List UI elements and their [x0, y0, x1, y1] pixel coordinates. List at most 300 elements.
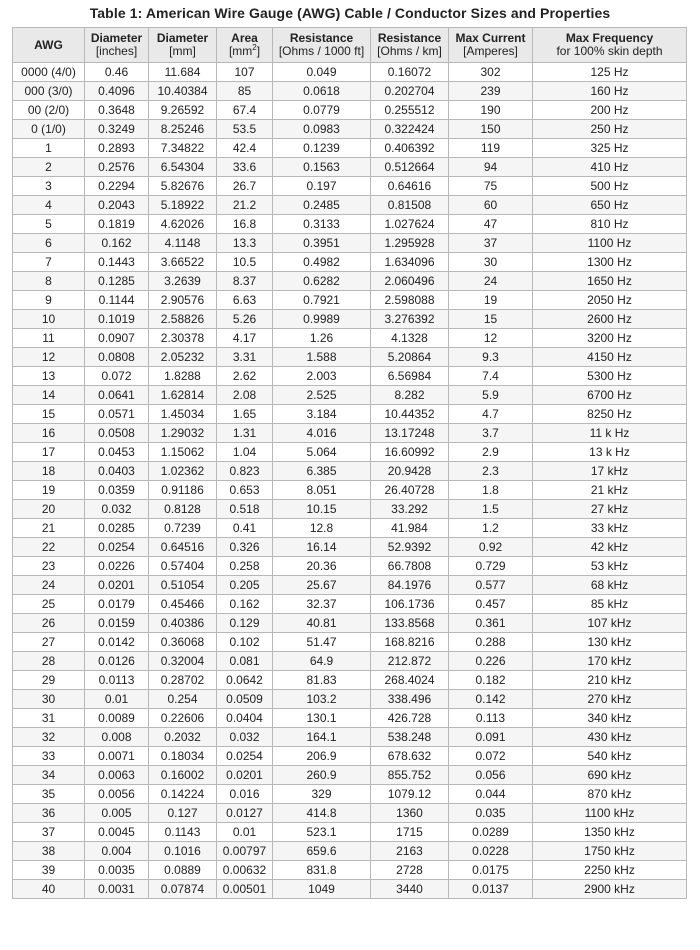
cell-diameter-inches: 0.1144	[85, 291, 149, 310]
table-row	[13, 709, 687, 728]
cell-resistance-ft: 414.8	[273, 804, 371, 823]
cell-max-current: 30	[449, 253, 533, 272]
cell-diameter-inches: 0.0508	[85, 424, 149, 443]
cell-diameter-mm: 0.07874	[149, 880, 217, 899]
cell-diameter-inches: 0.0063	[85, 766, 149, 785]
cell-diameter-mm: 2.05232	[149, 348, 217, 367]
header-resistance-km	[371, 28, 449, 63]
cell-resistance-km: 41.984	[371, 519, 449, 538]
cell-awg: 34	[13, 766, 85, 785]
cell-diameter-mm: 1.02362	[149, 462, 217, 481]
cell-area: 0.00501	[217, 880, 273, 899]
cell-resistance-km: 1360	[371, 804, 449, 823]
cell-max-frequency: 27 kHz	[533, 500, 687, 519]
cell-diameter-inches: 0.0179	[85, 595, 149, 614]
cell-area: 3.31	[217, 348, 273, 367]
cell-max-frequency: 1350 kHz	[533, 823, 687, 842]
cell-diameter-inches: 0.0907	[85, 329, 149, 348]
table-body	[13, 63, 687, 899]
cell-max-frequency: 540 kHz	[533, 747, 687, 766]
table-row	[13, 253, 687, 272]
cell-max-current: 0.072	[449, 747, 533, 766]
cell-awg: 38	[13, 842, 85, 861]
cell-area: 0.00797	[217, 842, 273, 861]
cell-resistance-ft: 3.184	[273, 405, 371, 424]
cell-diameter-inches: 0.0641	[85, 386, 149, 405]
table-row	[13, 329, 687, 348]
cell-max-current: 2.9	[449, 443, 533, 462]
cell-diameter-mm: 11.684	[149, 63, 217, 82]
header-unit: for 100% skin depth	[556, 44, 663, 58]
cell-resistance-ft: 206.9	[273, 747, 371, 766]
cell-diameter-inches: 0.0031	[85, 880, 149, 899]
cell-area: 0.0201	[217, 766, 273, 785]
cell-resistance-km: 678.632	[371, 747, 449, 766]
cell-max-current: 60	[449, 196, 533, 215]
cell-resistance-km: 0.406392	[371, 139, 449, 158]
header-unit: [Amperes]	[463, 44, 518, 58]
cell-awg: 37	[13, 823, 85, 842]
cell-diameter-inches: 0.0159	[85, 614, 149, 633]
cell-diameter-inches: 0.008	[85, 728, 149, 747]
cell-max-current: 24	[449, 272, 533, 291]
cell-resistance-ft: 0.2485	[273, 196, 371, 215]
cell-diameter-inches: 0.1019	[85, 310, 149, 329]
cell-resistance-ft: 2.003	[273, 367, 371, 386]
header-max-current	[449, 28, 533, 63]
cell-max-frequency: 4150 Hz	[533, 348, 687, 367]
cell-resistance-ft: 8.051	[273, 481, 371, 500]
cell-diameter-inches: 0.0359	[85, 481, 149, 500]
cell-resistance-ft: 1.26	[273, 329, 371, 348]
table-row	[13, 652, 687, 671]
awg-properties-table	[12, 27, 687, 899]
table-title: Table 1: American Wire Gauge (AWG) Cable / Conductor Sizes and Properties	[89, 5, 611, 21]
cell-awg: 20	[13, 500, 85, 519]
cell-diameter-mm: 0.16002	[149, 766, 217, 785]
cell-max-current: 0.729	[449, 557, 533, 576]
cell-resistance-ft: 0.0779	[273, 101, 371, 120]
cell-resistance-ft: 10.15	[273, 500, 371, 519]
cell-awg: 2	[13, 158, 85, 177]
cell-max-current: 0.182	[449, 671, 533, 690]
cell-area: 16.8	[217, 215, 273, 234]
cell-awg: 14	[13, 386, 85, 405]
cell-diameter-mm: 0.36068	[149, 633, 217, 652]
cell-max-current: 0.0289	[449, 823, 533, 842]
cell-diameter-inches: 0.01	[85, 690, 149, 709]
cell-diameter-mm: 0.64516	[149, 538, 217, 557]
cell-resistance-km: 4.1328	[371, 329, 449, 348]
cell-resistance-ft: 329	[273, 785, 371, 804]
cell-max-frequency: 68 kHz	[533, 576, 687, 595]
cell-area: 0.518	[217, 500, 273, 519]
cell-awg: 18	[13, 462, 85, 481]
cell-max-frequency: 2050 Hz	[533, 291, 687, 310]
cell-resistance-km: 212.872	[371, 652, 449, 671]
cell-max-current: 47	[449, 215, 533, 234]
cell-resistance-ft: 5.064	[273, 443, 371, 462]
cell-awg: 36	[13, 804, 85, 823]
header-unit: [Ohms / 1000 ft]	[278, 44, 365, 58]
cell-diameter-mm: 4.62026	[149, 215, 217, 234]
cell-awg: 19	[13, 481, 85, 500]
cell-area: 0.032	[217, 728, 273, 747]
cell-resistance-km: 2728	[371, 861, 449, 880]
cell-awg: 32	[13, 728, 85, 747]
table-row	[13, 462, 687, 481]
cell-resistance-km: 20.9428	[371, 462, 449, 481]
header-awg	[13, 28, 85, 63]
cell-awg: 3	[13, 177, 85, 196]
cell-diameter-inches: 0.032	[85, 500, 149, 519]
table-row	[13, 234, 687, 253]
cell-resistance-km: 2.060496	[371, 272, 449, 291]
table-row	[13, 158, 687, 177]
cell-diameter-inches: 0.0071	[85, 747, 149, 766]
cell-max-frequency: 1750 kHz	[533, 842, 687, 861]
cell-max-current: 4.7	[449, 405, 533, 424]
cell-resistance-km: 13.17248	[371, 424, 449, 443]
cell-resistance-km: 6.56984	[371, 367, 449, 386]
cell-diameter-inches: 0.0056	[85, 785, 149, 804]
cell-area: 0.016	[217, 785, 273, 804]
cell-max-current: 0.92	[449, 538, 533, 557]
cell-awg: 39	[13, 861, 85, 880]
cell-resistance-ft: 0.0618	[273, 82, 371, 101]
header-label: Area	[231, 31, 258, 45]
cell-resistance-km: 1.027624	[371, 215, 449, 234]
cell-resistance-ft: 4.016	[273, 424, 371, 443]
cell-awg: 5	[13, 215, 85, 234]
cell-area: 0.205	[217, 576, 273, 595]
table-row	[13, 367, 687, 386]
cell-resistance-ft: 0.6282	[273, 272, 371, 291]
cell-area: 33.6	[217, 158, 273, 177]
cell-max-current: 0.056	[449, 766, 533, 785]
cell-max-frequency: 170 kHz	[533, 652, 687, 671]
header-unit: [Ohms / km]	[377, 44, 442, 58]
cell-diameter-inches: 0.0035	[85, 861, 149, 880]
cell-resistance-ft: 0.049	[273, 63, 371, 82]
cell-awg: 31	[13, 709, 85, 728]
cell-area: 2.62	[217, 367, 273, 386]
cell-diameter-mm: 0.57404	[149, 557, 217, 576]
cell-diameter-mm: 0.18034	[149, 747, 217, 766]
cell-diameter-inches: 0.3648	[85, 101, 149, 120]
table-row	[13, 101, 687, 120]
cell-max-frequency: 53 kHz	[533, 557, 687, 576]
cell-resistance-km: 0.512664	[371, 158, 449, 177]
cell-area: 8.37	[217, 272, 273, 291]
header-unit	[217, 45, 272, 58]
cell-max-frequency: 21 kHz	[533, 481, 687, 500]
cell-resistance-km: 538.248	[371, 728, 449, 747]
cell-diameter-inches: 0.0254	[85, 538, 149, 557]
cell-resistance-ft: 0.9989	[273, 310, 371, 329]
cell-max-frequency: 340 kHz	[533, 709, 687, 728]
cell-diameter-mm: 0.254	[149, 690, 217, 709]
cell-max-frequency: 107 kHz	[533, 614, 687, 633]
cell-max-frequency: 17 kHz	[533, 462, 687, 481]
cell-resistance-km: 33.292	[371, 500, 449, 519]
cell-resistance-ft: 51.47	[273, 633, 371, 652]
cell-diameter-inches: 0.0089	[85, 709, 149, 728]
cell-max-current: 0.0137	[449, 880, 533, 899]
cell-area: 13.3	[217, 234, 273, 253]
cell-resistance-ft: 659.6	[273, 842, 371, 861]
table-row	[13, 177, 687, 196]
cell-diameter-inches: 0.0126	[85, 652, 149, 671]
cell-resistance-ft: 0.3951	[273, 234, 371, 253]
cell-diameter-inches: 0.2576	[85, 158, 149, 177]
cell-awg: 21	[13, 519, 85, 538]
cell-area: 0.823	[217, 462, 273, 481]
cell-resistance-km: 0.202704	[371, 82, 449, 101]
cell-area: 2.08	[217, 386, 273, 405]
cell-max-current: 0.0228	[449, 842, 533, 861]
cell-diameter-mm: 0.7239	[149, 519, 217, 538]
cell-diameter-inches: 0.004	[85, 842, 149, 861]
table-row	[13, 728, 687, 747]
cell-resistance-ft: 103.2	[273, 690, 371, 709]
table-row	[13, 519, 687, 538]
cell-diameter-mm: 1.8288	[149, 367, 217, 386]
cell-resistance-km: 66.7808	[371, 557, 449, 576]
table-row	[13, 747, 687, 766]
cell-resistance-km: 0.16072	[371, 63, 449, 82]
cell-resistance-km: 16.60992	[371, 443, 449, 462]
cell-max-current: 94	[449, 158, 533, 177]
cell-max-frequency: 1100 Hz	[533, 234, 687, 253]
cell-diameter-mm: 0.14224	[149, 785, 217, 804]
header-diameter-inches	[85, 28, 149, 63]
table-row	[13, 557, 687, 576]
cell-resistance-km: 106.1736	[371, 595, 449, 614]
cell-awg: 16	[13, 424, 85, 443]
cell-resistance-km: 8.282	[371, 386, 449, 405]
header-label: Max Frequency	[565, 31, 654, 45]
table-row	[13, 348, 687, 367]
cell-resistance-ft: 0.1563	[273, 158, 371, 177]
cell-area: 4.17	[217, 329, 273, 348]
table-row	[13, 842, 687, 861]
table-row	[13, 823, 687, 842]
cell-awg: 22	[13, 538, 85, 557]
cell-diameter-mm: 0.40386	[149, 614, 217, 633]
header-label: Resistance	[377, 31, 442, 45]
cell-awg: 4	[13, 196, 85, 215]
table-row	[13, 63, 687, 82]
header-label: Diameter	[156, 31, 209, 45]
cell-max-current: 1.5	[449, 500, 533, 519]
cell-diameter-mm: 10.40384	[149, 82, 217, 101]
cell-area: 0.00632	[217, 861, 273, 880]
cell-max-frequency: 125 Hz	[533, 63, 687, 82]
cell-diameter-inches: 0.0226	[85, 557, 149, 576]
cell-resistance-ft: 6.385	[273, 462, 371, 481]
cell-diameter-mm: 2.58826	[149, 310, 217, 329]
cell-resistance-km: 1715	[371, 823, 449, 842]
header-unit: [inches]	[95, 44, 138, 58]
cell-resistance-ft: 1049	[273, 880, 371, 899]
cell-awg: 7	[13, 253, 85, 272]
cell-awg: 6	[13, 234, 85, 253]
cell-area: 0.102	[217, 633, 273, 652]
cell-resistance-ft: 130.1	[273, 709, 371, 728]
cell-area: 0.01	[217, 823, 273, 842]
cell-resistance-ft: 2.525	[273, 386, 371, 405]
cell-max-frequency: 810 Hz	[533, 215, 687, 234]
cell-diameter-mm: 5.82676	[149, 177, 217, 196]
cell-resistance-km: 1079.12	[371, 785, 449, 804]
cell-awg: 28	[13, 652, 85, 671]
cell-resistance-ft: 25.67	[273, 576, 371, 595]
cell-awg: 000 (3/0)	[13, 82, 85, 101]
cell-max-frequency: 650 Hz	[533, 196, 687, 215]
cell-area: 0.081	[217, 652, 273, 671]
cell-resistance-km: 5.20864	[371, 348, 449, 367]
cell-area: 67.4	[217, 101, 273, 120]
cell-max-current: 0.361	[449, 614, 533, 633]
cell-max-current: 2.3	[449, 462, 533, 481]
cell-awg: 40	[13, 880, 85, 899]
cell-max-frequency: 1650 Hz	[533, 272, 687, 291]
cell-diameter-mm: 5.18922	[149, 196, 217, 215]
cell-diameter-inches: 0.0808	[85, 348, 149, 367]
cell-max-frequency: 870 kHz	[533, 785, 687, 804]
cell-resistance-ft: 32.37	[273, 595, 371, 614]
cell-max-current: 75	[449, 177, 533, 196]
cell-max-current: 37	[449, 234, 533, 253]
cell-diameter-inches: 0.2294	[85, 177, 149, 196]
cell-diameter-mm: 0.22606	[149, 709, 217, 728]
table-row	[13, 614, 687, 633]
cell-resistance-km: 52.9392	[371, 538, 449, 557]
cell-max-frequency: 1100 kHz	[533, 804, 687, 823]
cell-resistance-km: 10.44352	[371, 405, 449, 424]
cell-resistance-ft: 831.8	[273, 861, 371, 880]
cell-diameter-mm: 6.54304	[149, 158, 217, 177]
header-max-frequency	[533, 28, 687, 63]
cell-max-frequency: 5300 Hz	[533, 367, 687, 386]
cell-resistance-ft: 260.9	[273, 766, 371, 785]
cell-awg: 26	[13, 614, 85, 633]
cell-diameter-mm: 2.30378	[149, 329, 217, 348]
cell-area: 0.0127	[217, 804, 273, 823]
cell-resistance-ft: 164.1	[273, 728, 371, 747]
cell-max-current: 12	[449, 329, 533, 348]
table-row	[13, 861, 687, 880]
cell-resistance-km: 133.8568	[371, 614, 449, 633]
cell-diameter-mm: 0.2032	[149, 728, 217, 747]
cell-max-current: 0.091	[449, 728, 533, 747]
cell-max-frequency: 6700 Hz	[533, 386, 687, 405]
cell-max-frequency: 42 kHz	[533, 538, 687, 557]
cell-diameter-mm: 0.45466	[149, 595, 217, 614]
cell-max-current: 0.142	[449, 690, 533, 709]
cell-resistance-ft: 523.1	[273, 823, 371, 842]
cell-max-current: 7.4	[449, 367, 533, 386]
cell-area: 1.31	[217, 424, 273, 443]
header-label: Resistance	[289, 31, 354, 45]
cell-awg: 12	[13, 348, 85, 367]
cell-max-current: 119	[449, 139, 533, 158]
header-resistance-ft	[273, 28, 371, 63]
cell-area: 53.5	[217, 120, 273, 139]
cell-max-current: 19	[449, 291, 533, 310]
cell-max-current: 0.113	[449, 709, 533, 728]
table-row	[13, 443, 687, 462]
cell-max-current: 150	[449, 120, 533, 139]
header-label: Diameter	[90, 31, 143, 45]
cell-area: 0.258	[217, 557, 273, 576]
cell-awg: 30	[13, 690, 85, 709]
cell-diameter-inches: 0.4096	[85, 82, 149, 101]
cell-resistance-km: 426.728	[371, 709, 449, 728]
cell-diameter-mm: 8.25246	[149, 120, 217, 139]
cell-max-frequency: 8250 Hz	[533, 405, 687, 424]
cell-resistance-km: 338.496	[371, 690, 449, 709]
header-row	[13, 28, 687, 63]
cell-awg: 8	[13, 272, 85, 291]
cell-diameter-mm: 4.1148	[149, 234, 217, 253]
header-diameter-mm	[149, 28, 217, 63]
cell-diameter-mm: 1.29032	[149, 424, 217, 443]
cell-awg: 27	[13, 633, 85, 652]
cell-max-frequency: 2250 kHz	[533, 861, 687, 880]
cell-max-frequency: 160 Hz	[533, 82, 687, 101]
cell-max-current: 5.9	[449, 386, 533, 405]
header-label: Max Current	[455, 31, 526, 45]
cell-diameter-mm: 0.28702	[149, 671, 217, 690]
cell-diameter-inches: 0.0201	[85, 576, 149, 595]
cell-max-frequency: 2600 Hz	[533, 310, 687, 329]
cell-resistance-ft: 0.7921	[273, 291, 371, 310]
table-row	[13, 82, 687, 101]
table-row	[13, 386, 687, 405]
cell-max-current: 239	[449, 82, 533, 101]
table-row	[13, 880, 687, 899]
cell-awg: 29	[13, 671, 85, 690]
table-row	[13, 196, 687, 215]
cell-max-current: 9.3	[449, 348, 533, 367]
cell-awg: 33	[13, 747, 85, 766]
cell-resistance-km: 0.81508	[371, 196, 449, 215]
cell-area: 0.0254	[217, 747, 273, 766]
cell-diameter-mm: 0.91186	[149, 481, 217, 500]
cell-resistance-km: 0.64616	[371, 177, 449, 196]
cell-max-current: 3.7	[449, 424, 533, 443]
cell-diameter-inches: 0.0045	[85, 823, 149, 842]
table-row	[13, 120, 687, 139]
cell-diameter-inches: 0.2893	[85, 139, 149, 158]
cell-area: 21.2	[217, 196, 273, 215]
cell-area: 0.129	[217, 614, 273, 633]
table-row	[13, 766, 687, 785]
cell-diameter-inches: 0.3249	[85, 120, 149, 139]
cell-diameter-mm: 1.15062	[149, 443, 217, 462]
cell-diameter-inches: 0.1443	[85, 253, 149, 272]
cell-diameter-mm: 0.0889	[149, 861, 217, 880]
cell-resistance-ft: 0.1239	[273, 139, 371, 158]
cell-resistance-ft: 12.8	[273, 519, 371, 538]
cell-diameter-mm: 0.51054	[149, 576, 217, 595]
cell-area: 0.0509	[217, 690, 273, 709]
cell-resistance-ft: 0.4982	[273, 253, 371, 272]
cell-resistance-km: 0.322424	[371, 120, 449, 139]
cell-diameter-inches: 0.0403	[85, 462, 149, 481]
